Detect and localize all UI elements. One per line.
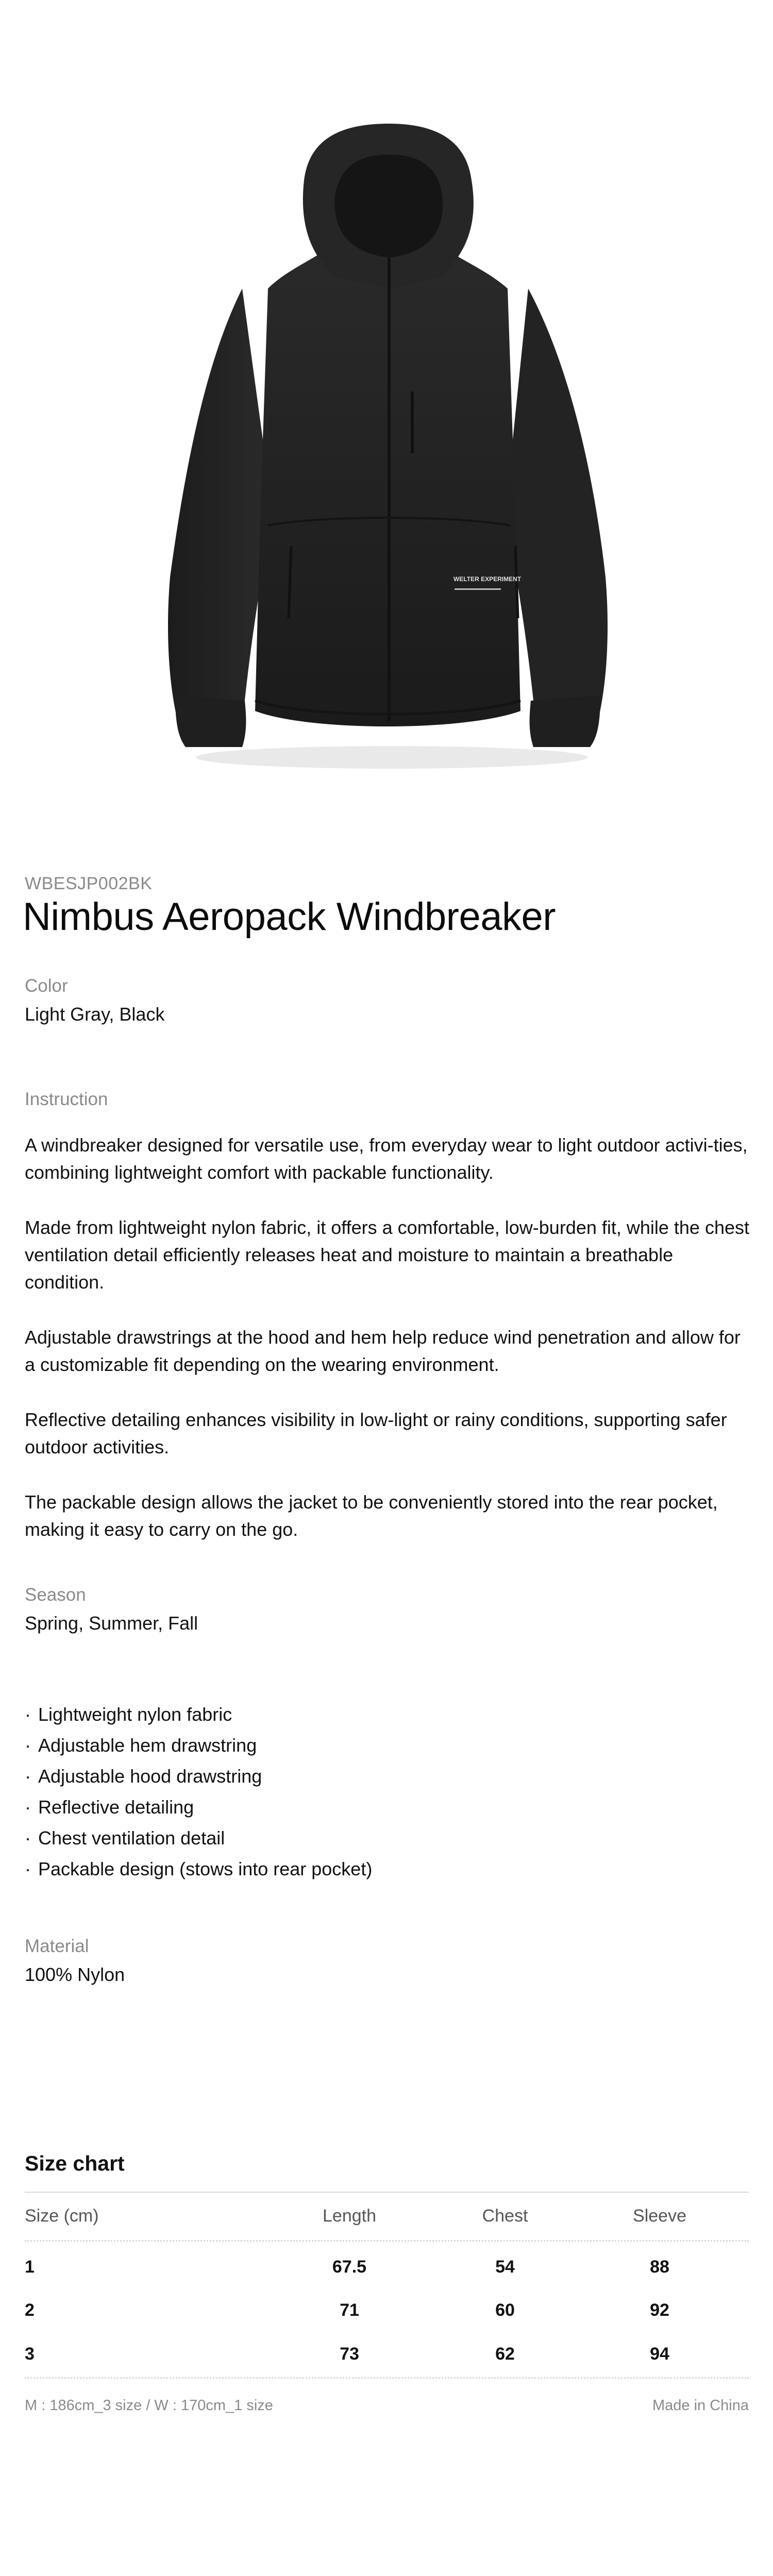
list-item: · Chest ventilation detail: [25, 1823, 372, 1854]
color-label: Color: [25, 976, 68, 996]
product-title: Nimbus Aeropack Windbreaker: [23, 895, 556, 939]
list-item: · Adjustable hem drawstring: [25, 1730, 372, 1761]
material-label: Material: [25, 1936, 89, 1956]
bullet: ·: [25, 1858, 31, 1879]
product-sku: WBESJP002BK: [25, 874, 153, 893]
material-value: 100% Nylon: [25, 1964, 125, 1985]
table-cell-chest: 60: [495, 2300, 515, 2320]
column-header-sleeve: Sleeve: [633, 2206, 686, 2226]
list-item: · Lightweight nylon fabric: [25, 1699, 372, 1730]
instruction-paragraph: A windbreaker designed for versatile use, from everyday wear to light outdoor activi-ties, combining lightweight comfort with packable functionality.: [25, 1134, 748, 1183]
table-row-size: 2: [25, 2300, 35, 2320]
instruction-paragraph: The packable design allows the jacket to be conveniently stored into the rear pocket, making it easy to carry on the go.: [25, 1492, 718, 1540]
table-cell-chest: 54: [495, 2257, 515, 2277]
table-cell-length: 73: [340, 2344, 359, 2364]
instruction-paragraph: Reflective detailing enhances visibility in low-light or rainy conditions, supporting safer outdoor activities.: [25, 1409, 727, 1458]
list-item: · Packable design (stows into rear pocket): [25, 1854, 372, 1885]
instruction-paragraph: Made from lightweight nylon fabric, it offers a comfortable, low-burden fit, while the chest ventilation detail efficiently releases heat and moisture to maintain a breathable condition.: [25, 1217, 750, 1293]
season-label: Season: [25, 1585, 86, 1605]
instruction-label: Instruction: [25, 1089, 108, 1109]
table-cell-sleeve: 92: [650, 2300, 669, 2320]
table-row-size: 1: [25, 2257, 35, 2277]
divider: [25, 2192, 749, 2193]
table-cell-sleeve: 88: [650, 2257, 669, 2277]
country-of-origin: Made in China: [652, 2397, 749, 2414]
instruction-paragraph: Adjustable drawstrings at the hood and hem help reduce wind penetration and allow for a customizable fit depending on the wearing environment.: [25, 1327, 741, 1375]
list-item: · Adjustable hood drawstring: [25, 1761, 372, 1792]
column-header-size: Size (cm): [25, 2206, 99, 2226]
svg-text:WELTER EXPERIMENT: WELTER EXPERIMENT: [453, 575, 522, 583]
table-cell-length: 71: [340, 2300, 359, 2320]
color-value: Light Gray, Black: [25, 1004, 165, 1025]
product-image: [0, 0, 773, 804]
list-item: · Reflective detailing: [25, 1792, 372, 1823]
size-chart-title: Size chart: [25, 2151, 125, 2175]
column-header-chest: Chest: [482, 2206, 528, 2226]
table-cell-chest: 62: [495, 2344, 515, 2364]
season-value: Spring, Summer, Fall: [25, 1613, 198, 1634]
table-cell-length: 67.5: [332, 2257, 367, 2277]
bullet: ·: [25, 1704, 31, 1725]
divider: [25, 2240, 749, 2242]
divider: [25, 2377, 749, 2379]
feature-list: [25, 1699, 372, 1885]
table-cell-sleeve: 94: [650, 2344, 669, 2364]
bullet: ·: [25, 1797, 31, 1818]
column-header-length: Length: [323, 2206, 376, 2226]
black-windbreaker-jacket-image: [0, 0, 773, 804]
bullet: ·: [25, 1735, 31, 1756]
table-row-size: 3: [25, 2344, 35, 2364]
bullet: ·: [25, 1766, 31, 1787]
model-size-note: M : 186cm_3 size / W : 170cm_1 size: [25, 2397, 273, 2414]
bullet: ·: [25, 1827, 31, 1849]
instruction-text: [25, 1131, 751, 1571]
